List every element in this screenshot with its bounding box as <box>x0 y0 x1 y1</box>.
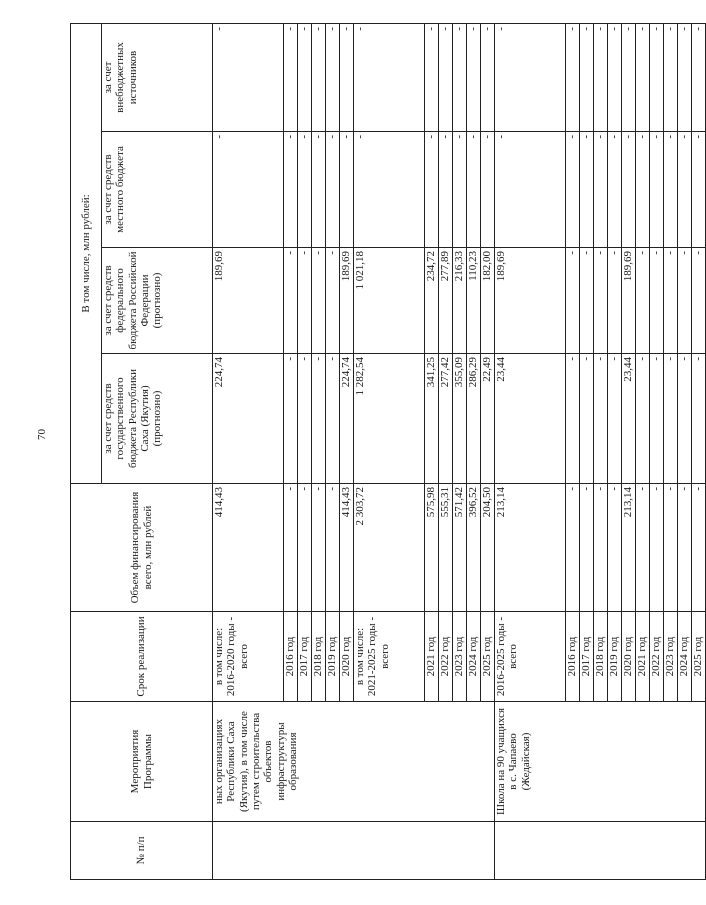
total-cell: - <box>692 484 706 612</box>
local-budget-cell: - <box>453 132 467 248</box>
local-budget-cell: - <box>284 132 298 248</box>
extra-budget-cell: - <box>439 23 453 131</box>
federal-budget-cell: - <box>594 248 608 354</box>
federal-budget-cell: - <box>326 248 340 354</box>
term-cell: 2016 год <box>566 612 580 702</box>
total-cell: 414,43 <box>213 484 284 612</box>
header-extra-budget: за счет внебюджетных источников <box>102 23 213 131</box>
local-budget-cell: - <box>312 132 326 248</box>
republic-budget-cell: 286,29 <box>467 354 481 484</box>
total-cell: - <box>566 484 580 612</box>
extra-budget-cell: - <box>481 23 495 131</box>
local-budget-cell: - <box>439 132 453 248</box>
total-cell: 204,50 <box>481 484 495 612</box>
extra-budget-cell: - <box>213 23 284 131</box>
term-cell: 2023 год <box>664 612 678 702</box>
term-cell: в том числе: 2016-2020 годы - всего <box>213 612 284 702</box>
extra-budget-cell: - <box>453 23 467 131</box>
local-budget-cell: - <box>481 132 495 248</box>
header-event: Мероприятия Программы <box>71 702 213 822</box>
federal-budget-cell: - <box>608 248 622 354</box>
federal-budget-cell: 182,00 <box>481 248 495 354</box>
federal-budget-cell: 216,33 <box>453 248 467 354</box>
event-cell: Школа на 90 учащихся в с. Чапаево (Жедайская) <box>495 702 706 822</box>
total-cell: 414,43 <box>340 484 354 612</box>
local-budget-cell: - <box>354 132 425 248</box>
extra-budget-cell: - <box>298 23 312 131</box>
local-budget-cell: - <box>622 132 636 248</box>
total-cell: 575,98 <box>425 484 439 612</box>
total-cell: 396,52 <box>467 484 481 612</box>
term-cell: 2016-2025 годы - всего <box>495 612 566 702</box>
term-cell: 2020 год <box>340 612 354 702</box>
extra-budget-cell: - <box>664 23 678 131</box>
federal-budget-cell: - <box>312 248 326 354</box>
total-cell: - <box>312 484 326 612</box>
federal-budget-cell: - <box>664 248 678 354</box>
federal-budget-cell: - <box>284 248 298 354</box>
republic-budget-cell: 23,44 <box>622 354 636 484</box>
term-cell: 2019 год <box>326 612 340 702</box>
local-budget-cell: - <box>692 132 706 248</box>
extra-budget-cell: - <box>678 23 692 131</box>
republic-budget-cell: 355,09 <box>453 354 467 484</box>
extra-budget-cell: - <box>636 23 650 131</box>
federal-budget-cell: 189,69 <box>495 248 566 354</box>
total-cell: - <box>326 484 340 612</box>
federal-budget-cell: 277,89 <box>439 248 453 354</box>
term-cell: 2019 год <box>608 612 622 702</box>
local-budget-cell: - <box>664 132 678 248</box>
term-cell: 2017 год <box>298 612 312 702</box>
local-budget-cell: - <box>467 132 481 248</box>
republic-budget-cell: - <box>636 354 650 484</box>
local-budget-cell: - <box>298 132 312 248</box>
term-cell: 2021 год <box>636 612 650 702</box>
republic-budget-cell: - <box>594 354 608 484</box>
term-cell: 2017 год <box>580 612 594 702</box>
local-budget-cell: - <box>425 132 439 248</box>
extra-budget-cell: - <box>566 23 580 131</box>
republic-budget-cell: 224,74 <box>213 354 284 484</box>
local-budget-cell: - <box>340 132 354 248</box>
term-cell: 2025 год <box>481 612 495 702</box>
republic-budget-cell: - <box>678 354 692 484</box>
total-cell: - <box>636 484 650 612</box>
extra-budget-cell: - <box>312 23 326 131</box>
total-cell: 571,42 <box>453 484 467 612</box>
federal-budget-cell: - <box>566 248 580 354</box>
table-row <box>213 23 284 879</box>
total-cell: - <box>580 484 594 612</box>
row-index-cell <box>495 822 706 880</box>
republic-budget-cell: - <box>298 354 312 484</box>
republic-budget-cell: - <box>326 354 340 484</box>
term-cell: 2024 год <box>678 612 692 702</box>
local-budget-cell: - <box>326 132 340 248</box>
extra-budget-cell: - <box>608 23 622 131</box>
federal-budget-cell: - <box>636 248 650 354</box>
republic-budget-cell: 277,42 <box>439 354 453 484</box>
extra-budget-cell: - <box>650 23 664 131</box>
term-cell: 2024 год <box>467 612 481 702</box>
republic-budget-cell: - <box>664 354 678 484</box>
term-cell: 2023 год <box>453 612 467 702</box>
republic-budget-cell: - <box>692 354 706 484</box>
total-cell: - <box>650 484 664 612</box>
extra-budget-cell: - <box>622 23 636 131</box>
term-cell: 2018 год <box>312 612 326 702</box>
local-budget-cell: - <box>495 132 566 248</box>
republic-budget-cell: - <box>650 354 664 484</box>
total-cell: 2 303,72 <box>354 484 425 612</box>
local-budget-cell: - <box>580 132 594 248</box>
total-cell: - <box>678 484 692 612</box>
republic-budget-cell: - <box>566 354 580 484</box>
federal-budget-cell: 234,72 <box>425 248 439 354</box>
term-cell: 2025 год <box>692 612 706 702</box>
federal-budget-cell: 1 021,18 <box>354 248 425 354</box>
table-body <box>213 23 706 879</box>
header-num: № п/п <box>71 822 213 880</box>
header-total: Объем финансирования всего, млн рублей <box>71 484 213 612</box>
federal-budget-cell: - <box>298 248 312 354</box>
federal-budget-cell: 110,23 <box>467 248 481 354</box>
term-cell: 2022 год <box>439 612 453 702</box>
extra-budget-cell: - <box>340 23 354 131</box>
header-republic-budget: за счет средств государственного бюджета Республики Саха (Якутия) (прогнозно) <box>102 354 213 484</box>
federal-budget-cell: - <box>678 248 692 354</box>
header-term: Срок реализации <box>71 612 213 702</box>
term-cell: 2022 год <box>650 612 664 702</box>
extra-budget-cell: - <box>594 23 608 131</box>
local-budget-cell: - <box>566 132 580 248</box>
table-row <box>495 23 566 879</box>
federal-budget-cell: 189,69 <box>213 248 284 354</box>
term-cell: 2021 год <box>425 612 439 702</box>
total-cell: - <box>298 484 312 612</box>
total-cell: 555,31 <box>439 484 453 612</box>
header-federal-budget: за счет средств федерального бюджета Российской Федерации (прогнозно) <box>102 248 213 354</box>
financing-table-wrapper <box>70 24 704 880</box>
republic-budget-cell: - <box>312 354 326 484</box>
extra-budget-cell: - <box>326 23 340 131</box>
republic-budget-cell: 22,49 <box>481 354 495 484</box>
total-cell: - <box>594 484 608 612</box>
term-cell: 2016 год <box>284 612 298 702</box>
republic-budget-cell: - <box>608 354 622 484</box>
republic-budget-cell: - <box>284 354 298 484</box>
row-index-cell <box>213 822 495 880</box>
total-cell: 213,14 <box>622 484 636 612</box>
federal-budget-cell: - <box>650 248 664 354</box>
federal-budget-cell: 189,69 <box>622 248 636 354</box>
local-budget-cell: - <box>678 132 692 248</box>
extra-budget-cell: - <box>354 23 425 131</box>
republic-budget-cell: 224,74 <box>340 354 354 484</box>
event-cell: ных организациях Республики Саха (Якутия), в том числе путем строительства объектов инфраструктуры образования <box>213 702 495 822</box>
federal-budget-cell: 189,69 <box>340 248 354 354</box>
total-cell: 213,14 <box>495 484 566 612</box>
local-budget-cell: - <box>636 132 650 248</box>
header-local-budget: за счет средств местного бюджета <box>102 132 213 248</box>
republic-budget-cell: 341,25 <box>425 354 439 484</box>
local-budget-cell: - <box>594 132 608 248</box>
extra-budget-cell: - <box>425 23 439 131</box>
total-cell: - <box>664 484 678 612</box>
term-cell: в том числе: 2021-2025 годы - всего <box>354 612 425 702</box>
term-cell: 2020 год <box>622 612 636 702</box>
federal-budget-cell: - <box>580 248 594 354</box>
federal-budget-cell: - <box>692 248 706 354</box>
extra-budget-cell: - <box>580 23 594 131</box>
extra-budget-cell: - <box>692 23 706 131</box>
local-budget-cell: - <box>650 132 664 248</box>
extra-budget-cell: - <box>284 23 298 131</box>
page-number: 70 <box>36 429 48 440</box>
extra-budget-cell: - <box>467 23 481 131</box>
total-cell: - <box>608 484 622 612</box>
republic-budget-cell: 1 282,54 <box>354 354 425 484</box>
extra-budget-cell: - <box>495 23 566 131</box>
local-budget-cell: - <box>608 132 622 248</box>
local-budget-cell: - <box>213 132 284 248</box>
term-cell: 2018 год <box>594 612 608 702</box>
republic-budget-cell: - <box>580 354 594 484</box>
republic-budget-cell: 23,44 <box>495 354 566 484</box>
header-including: В том числе, млн рублей: <box>71 23 102 483</box>
financing-table <box>70 23 706 880</box>
total-cell: - <box>284 484 298 612</box>
